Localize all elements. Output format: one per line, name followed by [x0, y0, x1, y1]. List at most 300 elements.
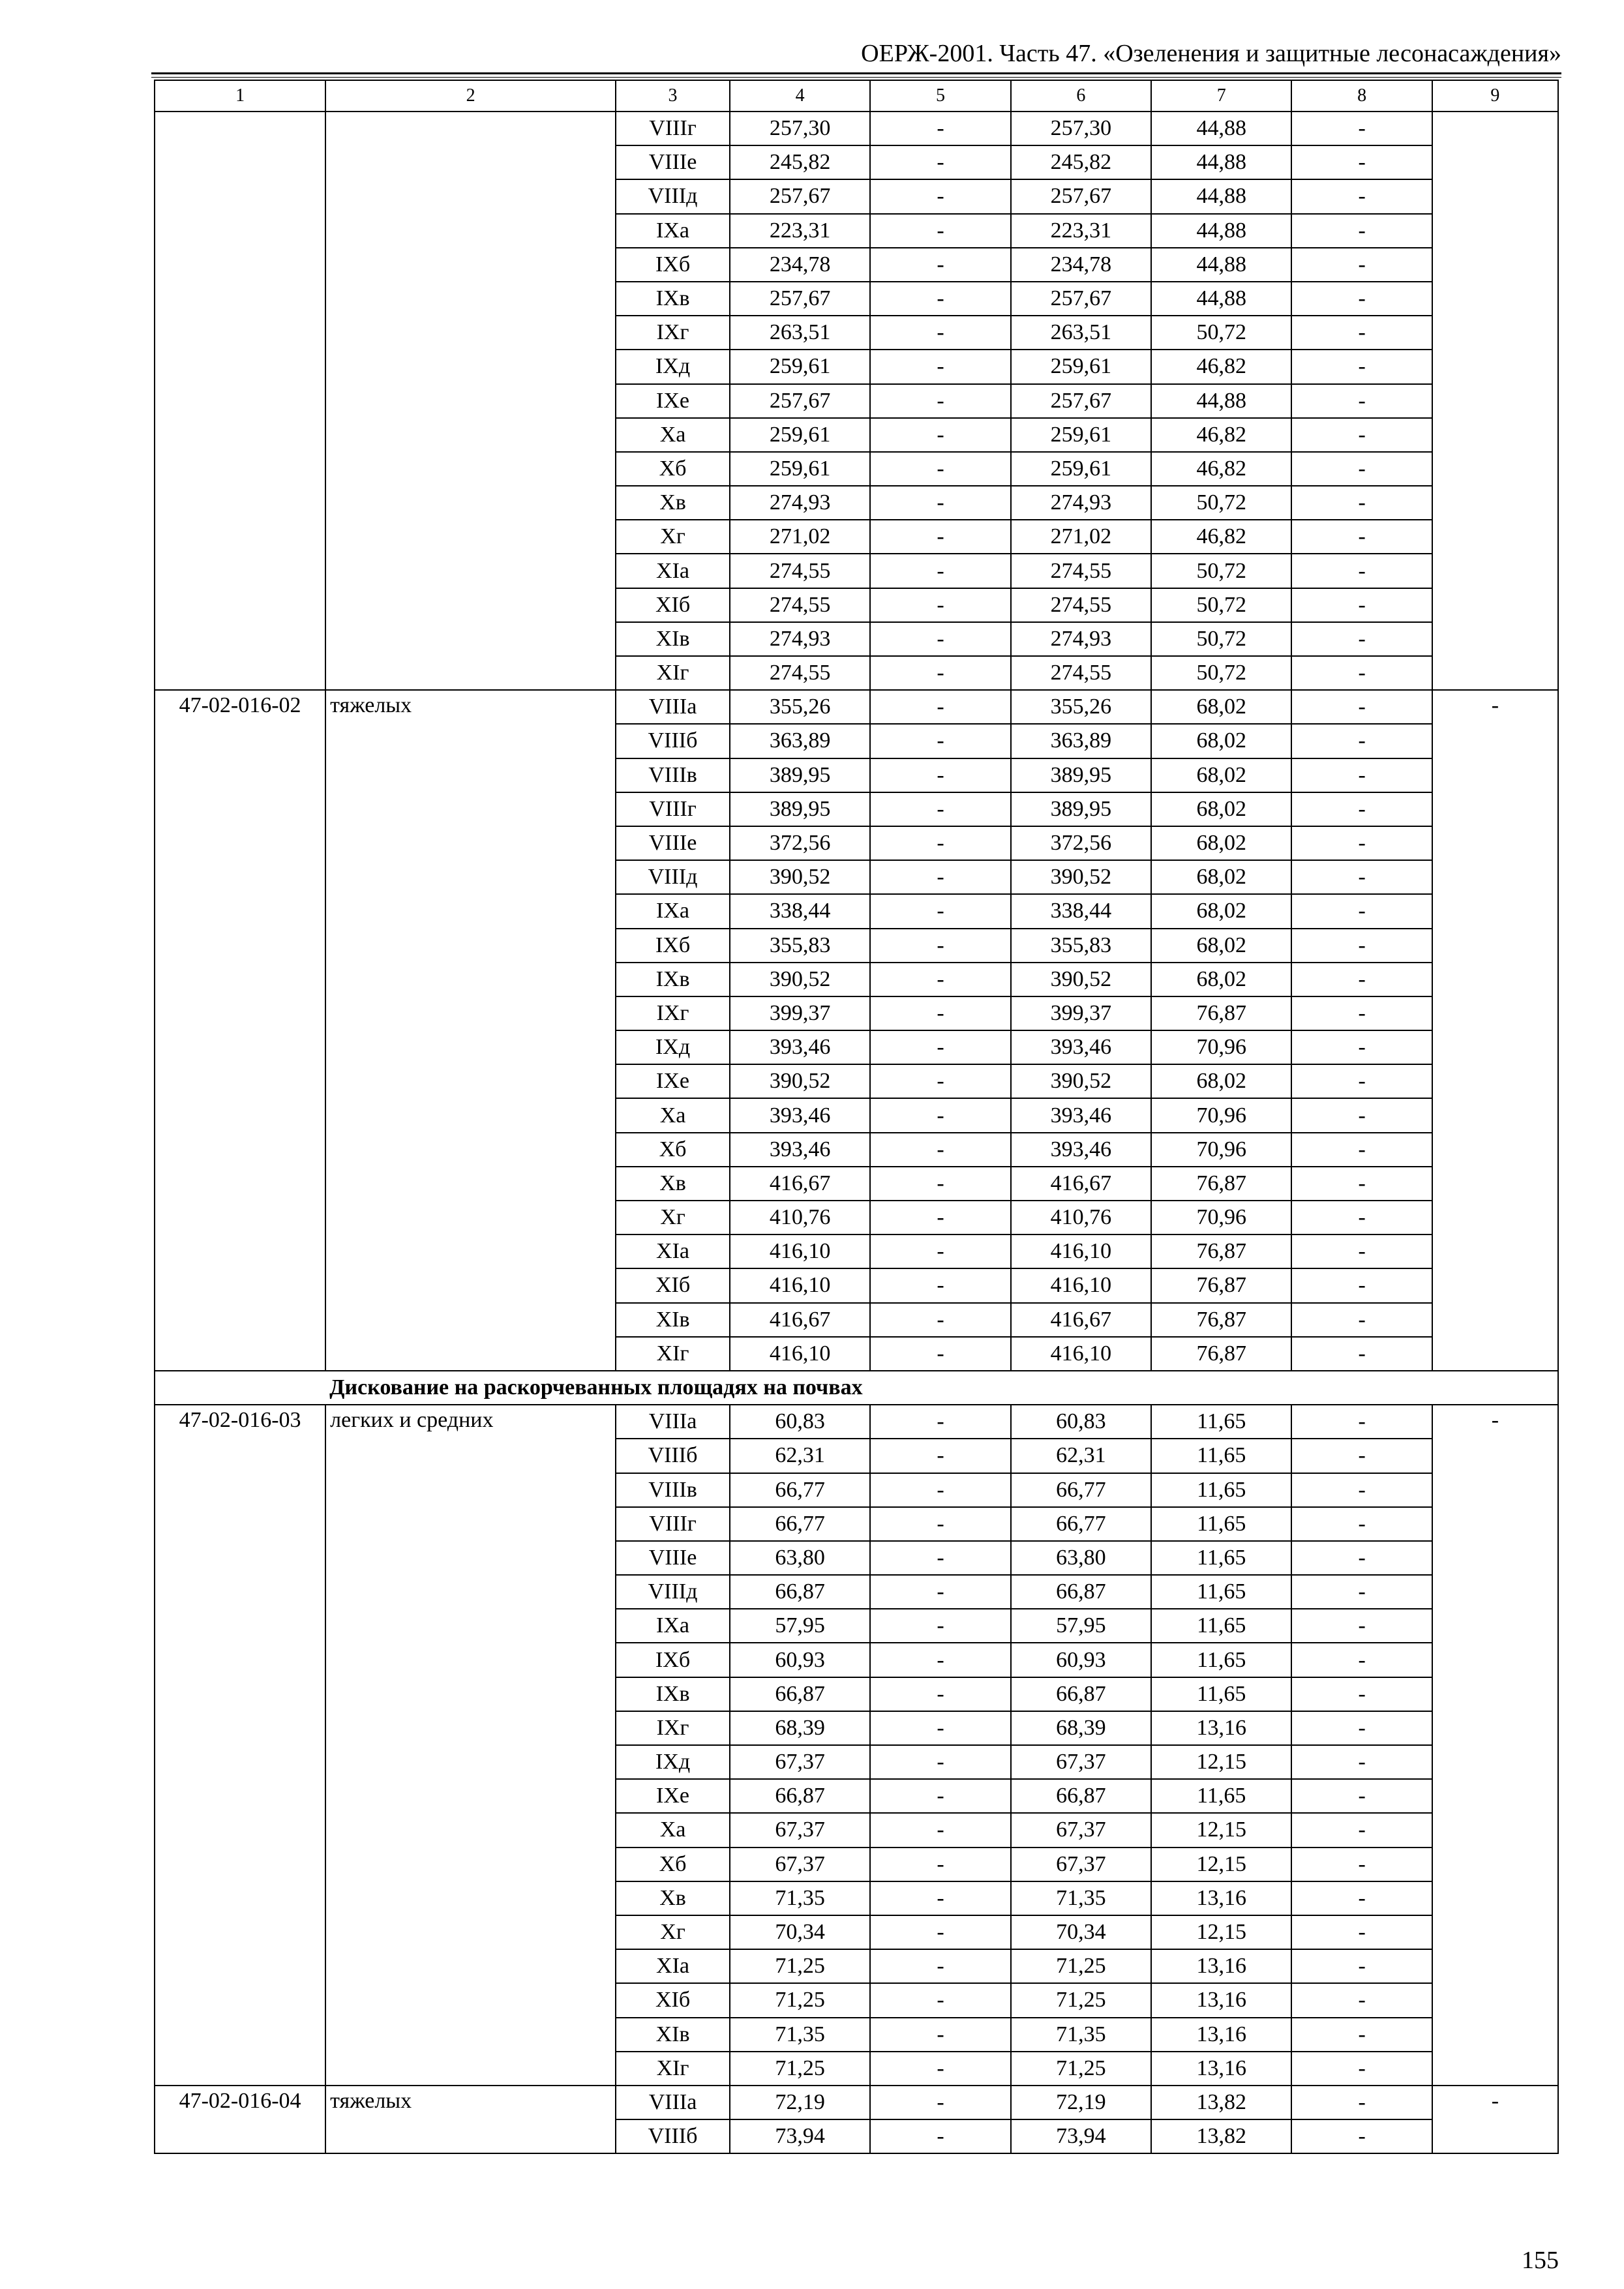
- machinist-wage-cell: 76,87: [1151, 1167, 1291, 1201]
- wage-cell: -: [870, 1337, 1010, 1371]
- machinist-wage-cell: 44,88: [1151, 145, 1291, 179]
- zone-cell: VIIIе: [616, 1541, 730, 1575]
- machinist-wage-cell: 12,15: [1151, 1813, 1291, 1847]
- materials-cell: -: [1291, 1268, 1432, 1302]
- wage-cell: -: [870, 1405, 1010, 1439]
- running-header: ОЕРЖ-2001. Часть 47. «Озеленения и защитные лесонасаждения»: [861, 40, 1561, 67]
- machinist-wage-cell: 12,15: [1151, 1915, 1291, 1949]
- total-cost-cell: 67,37: [730, 1813, 870, 1847]
- wage-cell: -: [870, 214, 1010, 248]
- machine-cost-cell: 67,37: [1011, 1745, 1151, 1779]
- materials-cell: -: [1291, 418, 1432, 452]
- machine-cost-cell: 363,89: [1011, 724, 1151, 758]
- zone-cell: IXв: [616, 1677, 730, 1711]
- total-cost-cell: 390,52: [730, 1064, 870, 1098]
- materials-cell: -: [1291, 860, 1432, 894]
- machinist-wage-cell: 44,88: [1151, 248, 1291, 282]
- materials-cell: -: [1291, 622, 1432, 656]
- machine-cost-cell: 416,10: [1011, 1337, 1151, 1371]
- column-number: 9: [1432, 80, 1558, 112]
- wage-cell: -: [870, 1915, 1010, 1949]
- machine-cost-cell: 66,87: [1011, 1779, 1151, 1813]
- zone-cell: XIб: [616, 1983, 730, 2017]
- machinist-wage-cell: 11,65: [1151, 1507, 1291, 1541]
- total-cost-cell: 71,25: [730, 1983, 870, 2017]
- machinist-wage-cell: 50,72: [1151, 316, 1291, 350]
- wage-cell: -: [870, 1949, 1010, 1983]
- wage-cell: -: [870, 1133, 1010, 1167]
- total-cost-cell: 416,67: [730, 1167, 870, 1201]
- total-cost-cell: 71,35: [730, 2018, 870, 2052]
- total-cost-cell: 257,67: [730, 179, 870, 213]
- total-cost-cell: 62,31: [730, 1439, 870, 1473]
- zone-cell: VIIIг: [616, 1507, 730, 1541]
- machine-cost-cell: 390,52: [1011, 860, 1151, 894]
- materials-cell: -: [1291, 384, 1432, 418]
- machinist-wage-cell: 46,82: [1151, 350, 1291, 383]
- machinist-wage-cell: 50,72: [1151, 588, 1291, 622]
- equipment-cell: -: [1432, 690, 1558, 1371]
- materials-cell: -: [1291, 996, 1432, 1030]
- wage-cell: -: [870, 1064, 1010, 1098]
- machine-cost-cell: 67,37: [1011, 1813, 1151, 1847]
- materials-cell: -: [1291, 963, 1432, 996]
- materials-cell: -: [1291, 1030, 1432, 1064]
- total-cost-cell: 416,10: [730, 1268, 870, 1302]
- machine-cost-cell: 57,95: [1011, 1609, 1151, 1643]
- total-cost-cell: 73,94: [730, 2119, 870, 2153]
- wage-cell: -: [870, 622, 1010, 656]
- total-cost-cell: 389,95: [730, 792, 870, 826]
- zone-cell: VIIIг: [616, 112, 730, 145]
- machinist-wage-cell: 13,16: [1151, 2018, 1291, 2052]
- rates-table: [154, 80, 1559, 2154]
- table-row: [155, 1405, 1558, 1439]
- materials-cell: -: [1291, 1439, 1432, 1473]
- materials-cell: -: [1291, 1813, 1432, 1847]
- machine-cost-cell: 263,51: [1011, 316, 1151, 350]
- table-body: [155, 80, 1558, 2153]
- total-cost-cell: 390,52: [730, 860, 870, 894]
- total-cost-cell: 66,87: [730, 1575, 870, 1609]
- materials-cell: -: [1291, 316, 1432, 350]
- wage-cell: -: [870, 1677, 1010, 1711]
- zone-cell: VIIIд: [616, 179, 730, 213]
- materials-cell: -: [1291, 929, 1432, 963]
- machine-cost-cell: 274,55: [1011, 554, 1151, 588]
- materials-cell: -: [1291, 1405, 1432, 1439]
- total-cost-cell: 393,46: [730, 1098, 870, 1132]
- table-row: [155, 112, 1558, 145]
- zone-cell: VIIIa: [616, 1405, 730, 1439]
- zone-cell: XIб: [616, 588, 730, 622]
- machinist-wage-cell: 13,16: [1151, 1881, 1291, 1915]
- materials-cell: -: [1291, 1915, 1432, 1949]
- materials-cell: -: [1291, 452, 1432, 486]
- machine-cost-cell: 70,34: [1011, 1915, 1151, 1949]
- wage-cell: -: [870, 1575, 1010, 1609]
- zone-cell: Xв: [616, 486, 730, 520]
- materials-cell: -: [1291, 1711, 1432, 1745]
- machinist-wage-cell: 76,87: [1151, 1234, 1291, 1268]
- wage-cell: -: [870, 1473, 1010, 1507]
- machinist-wage-cell: 68,02: [1151, 963, 1291, 996]
- machine-cost-cell: 416,67: [1011, 1303, 1151, 1337]
- header-rule: [151, 72, 1561, 74]
- wage-cell: -: [870, 452, 1010, 486]
- materials-cell: -: [1291, 2086, 1432, 2119]
- total-cost-cell: 259,61: [730, 418, 870, 452]
- rate-code-cell: [155, 112, 325, 690]
- wage-cell: -: [870, 588, 1010, 622]
- machinist-wage-cell: 70,96: [1151, 1133, 1291, 1167]
- wage-cell: -: [870, 2086, 1010, 2119]
- machine-cost-cell: 416,67: [1011, 1167, 1151, 1201]
- description-cell: легких и средних: [325, 1405, 616, 2086]
- wage-cell: -: [870, 1881, 1010, 1915]
- materials-cell: -: [1291, 1473, 1432, 1507]
- materials-cell: -: [1291, 1745, 1432, 1779]
- equipment-cell: -: [1432, 2086, 1558, 2153]
- column-number: 5: [870, 80, 1010, 112]
- wage-cell: -: [870, 1541, 1010, 1575]
- zone-cell: VIIIг: [616, 792, 730, 826]
- description-cell: тяжелых: [325, 2086, 616, 2153]
- machinist-wage-cell: 46,82: [1151, 418, 1291, 452]
- wage-cell: -: [870, 1268, 1010, 1302]
- machinist-wage-cell: 76,87: [1151, 1337, 1291, 1371]
- wage-cell: -: [870, 179, 1010, 213]
- total-cost-cell: 338,44: [730, 894, 870, 928]
- equipment-cell: -: [1432, 1405, 1558, 2086]
- zone-cell: IXд: [616, 350, 730, 383]
- total-cost-cell: 363,89: [730, 724, 870, 758]
- materials-cell: -: [1291, 1098, 1432, 1132]
- zone-cell: IXд: [616, 1030, 730, 1064]
- materials-cell: -: [1291, 1677, 1432, 1711]
- machine-cost-cell: 66,77: [1011, 1507, 1151, 1541]
- wage-cell: -: [870, 2052, 1010, 2086]
- machinist-wage-cell: 13,16: [1151, 1983, 1291, 2017]
- rate-code-cell: 47-02-016-03: [155, 1405, 325, 2086]
- equipment-cell: [1432, 112, 1558, 690]
- total-cost-cell: 245,82: [730, 145, 870, 179]
- machine-cost-cell: 271,02: [1011, 520, 1151, 554]
- materials-cell: -: [1291, 1848, 1432, 1881]
- total-cost-cell: 257,30: [730, 112, 870, 145]
- zone-cell: Xв: [616, 1167, 730, 1201]
- machine-cost-cell: 66,87: [1011, 1677, 1151, 1711]
- wage-cell: -: [870, 826, 1010, 860]
- machine-cost-cell: 390,52: [1011, 963, 1151, 996]
- machine-cost-cell: 60,93: [1011, 1643, 1151, 1677]
- materials-cell: -: [1291, 1541, 1432, 1575]
- description-cell: [325, 112, 616, 690]
- materials-cell: -: [1291, 758, 1432, 792]
- wage-cell: -: [870, 1711, 1010, 1745]
- zone-cell: IXa: [616, 1609, 730, 1643]
- zone-cell: Xб: [616, 452, 730, 486]
- zone-cell: VIIIе: [616, 826, 730, 860]
- machine-cost-cell: 66,87: [1011, 1575, 1151, 1609]
- machine-cost-cell: 338,44: [1011, 894, 1151, 928]
- machinist-wage-cell: 70,96: [1151, 1201, 1291, 1234]
- zone-cell: Xг: [616, 1201, 730, 1234]
- zone-cell: Xг: [616, 520, 730, 554]
- materials-cell: -: [1291, 894, 1432, 928]
- machinist-wage-cell: 76,87: [1151, 1268, 1291, 1302]
- materials-cell: -: [1291, 1507, 1432, 1541]
- machine-cost-cell: 399,37: [1011, 996, 1151, 1030]
- machine-cost-cell: 68,39: [1011, 1711, 1151, 1745]
- total-cost-cell: 372,56: [730, 826, 870, 860]
- zone-cell: Xa: [616, 418, 730, 452]
- total-cost-cell: 68,39: [730, 1711, 870, 1745]
- zone-cell: VIIIa: [616, 2086, 730, 2119]
- zone-cell: XIв: [616, 622, 730, 656]
- machine-cost-cell: 372,56: [1011, 826, 1151, 860]
- total-cost-cell: 234,78: [730, 248, 870, 282]
- zone-cell: IXг: [616, 1711, 730, 1745]
- machinist-wage-cell: 46,82: [1151, 520, 1291, 554]
- zone-cell: XIг: [616, 1337, 730, 1371]
- machinist-wage-cell: 70,96: [1151, 1098, 1291, 1132]
- zone-cell: IXe: [616, 384, 730, 418]
- zone-cell: XIб: [616, 1268, 730, 1302]
- materials-cell: -: [1291, 1167, 1432, 1201]
- machinist-wage-cell: 11,65: [1151, 1541, 1291, 1575]
- total-cost-cell: 66,77: [730, 1507, 870, 1541]
- machine-cost-cell: 60,83: [1011, 1405, 1151, 1439]
- machine-cost-cell: 393,46: [1011, 1098, 1151, 1132]
- wage-cell: -: [870, 486, 1010, 520]
- materials-cell: -: [1291, 1779, 1432, 1813]
- wage-cell: -: [870, 1439, 1010, 1473]
- machinist-wage-cell: 68,02: [1151, 929, 1291, 963]
- materials-cell: -: [1291, 826, 1432, 860]
- materials-cell: -: [1291, 1609, 1432, 1643]
- total-cost-cell: 63,80: [730, 1541, 870, 1575]
- total-cost-cell: 416,67: [730, 1303, 870, 1337]
- zone-cell: IXд: [616, 1745, 730, 1779]
- total-cost-cell: 410,76: [730, 1201, 870, 1234]
- wage-cell: -: [870, 929, 1010, 963]
- materials-cell: -: [1291, 1234, 1432, 1268]
- wage-cell: -: [870, 112, 1010, 145]
- column-number: 4: [730, 80, 870, 112]
- zone-cell: VIIIв: [616, 758, 730, 792]
- machine-cost-cell: 416,10: [1011, 1268, 1151, 1302]
- machine-cost-cell: 234,78: [1011, 248, 1151, 282]
- total-cost-cell: 67,37: [730, 1848, 870, 1881]
- wage-cell: -: [870, 996, 1010, 1030]
- wage-cell: -: [870, 1201, 1010, 1234]
- rate-code-cell: 47-02-016-04: [155, 2086, 325, 2153]
- machinist-wage-cell: 13,16: [1151, 1711, 1291, 1745]
- materials-cell: -: [1291, 112, 1432, 145]
- table-row: [155, 2086, 1558, 2119]
- materials-cell: -: [1291, 588, 1432, 622]
- wage-cell: -: [870, 1234, 1010, 1268]
- machinist-wage-cell: 50,72: [1151, 486, 1291, 520]
- wage-cell: -: [870, 860, 1010, 894]
- machine-cost-cell: 72,19: [1011, 2086, 1151, 2119]
- materials-cell: -: [1291, 214, 1432, 248]
- wage-cell: -: [870, 1813, 1010, 1847]
- rate-code-cell: 47-02-016-02: [155, 690, 325, 1371]
- zone-cell: IXб: [616, 1643, 730, 1677]
- machine-cost-cell: 73,94: [1011, 2119, 1151, 2153]
- total-cost-cell: 271,02: [730, 520, 870, 554]
- wage-cell: -: [870, 1779, 1010, 1813]
- total-cost-cell: 71,35: [730, 1881, 870, 1915]
- total-cost-cell: 70,34: [730, 1915, 870, 1949]
- zone-cell: VIIIв: [616, 1473, 730, 1507]
- machinist-wage-cell: 68,02: [1151, 758, 1291, 792]
- wage-cell: -: [870, 384, 1010, 418]
- total-cost-cell: 390,52: [730, 963, 870, 996]
- materials-cell: -: [1291, 656, 1432, 690]
- total-cost-cell: 223,31: [730, 214, 870, 248]
- zone-cell: VIIIд: [616, 860, 730, 894]
- machinist-wage-cell: 68,02: [1151, 690, 1291, 724]
- materials-cell: -: [1291, 792, 1432, 826]
- total-cost-cell: 257,67: [730, 282, 870, 316]
- machinist-wage-cell: 50,72: [1151, 554, 1291, 588]
- wage-cell: -: [870, 1745, 1010, 1779]
- section-title: Дискование на раскорчеванных площадях на почвах: [325, 1371, 1558, 1405]
- zone-cell: XIa: [616, 554, 730, 588]
- zone-cell: XIa: [616, 1949, 730, 1983]
- machinist-wage-cell: 68,02: [1151, 894, 1291, 928]
- zone-cell: IXe: [616, 1064, 730, 1098]
- machine-cost-cell: 274,93: [1011, 486, 1151, 520]
- machine-cost-cell: 71,25: [1011, 2052, 1151, 2086]
- zone-cell: XIв: [616, 2018, 730, 2052]
- materials-cell: -: [1291, 690, 1432, 724]
- total-cost-cell: 393,46: [730, 1030, 870, 1064]
- total-cost-cell: 393,46: [730, 1133, 870, 1167]
- machine-cost-cell: 393,46: [1011, 1030, 1151, 1064]
- zone-cell: IXa: [616, 214, 730, 248]
- section-spacer: [155, 1371, 325, 1405]
- machinist-wage-cell: 68,02: [1151, 724, 1291, 758]
- zone-cell: IXг: [616, 316, 730, 350]
- zone-cell: Xб: [616, 1848, 730, 1881]
- machine-cost-cell: 63,80: [1011, 1541, 1151, 1575]
- materials-cell: -: [1291, 724, 1432, 758]
- wage-cell: -: [870, 1303, 1010, 1337]
- wage-cell: -: [870, 145, 1010, 179]
- column-number: 8: [1291, 80, 1432, 112]
- machine-cost-cell: 71,35: [1011, 2018, 1151, 2052]
- wage-cell: -: [870, 894, 1010, 928]
- machine-cost-cell: 390,52: [1011, 1064, 1151, 1098]
- column-number: 2: [325, 80, 616, 112]
- machinist-wage-cell: 13,16: [1151, 1949, 1291, 1983]
- total-cost-cell: 355,83: [730, 929, 870, 963]
- machinist-wage-cell: 50,72: [1151, 656, 1291, 690]
- machinist-wage-cell: 13,82: [1151, 2086, 1291, 2119]
- column-number: 3: [616, 80, 730, 112]
- total-cost-cell: 259,61: [730, 350, 870, 383]
- materials-cell: -: [1291, 2052, 1432, 2086]
- wage-cell: -: [870, 2018, 1010, 2052]
- total-cost-cell: 263,51: [730, 316, 870, 350]
- wage-cell: -: [870, 248, 1010, 282]
- table-row: [155, 690, 1558, 724]
- machinist-wage-cell: 11,65: [1151, 1405, 1291, 1439]
- zone-cell: IXг: [616, 996, 730, 1030]
- page-number: 155: [1522, 2247, 1559, 2274]
- materials-cell: -: [1291, 1575, 1432, 1609]
- total-cost-cell: 72,19: [730, 2086, 870, 2119]
- materials-cell: -: [1291, 350, 1432, 383]
- column-number: 7: [1151, 80, 1291, 112]
- zone-cell: VIIIд: [616, 1575, 730, 1609]
- zone-cell: Xв: [616, 1881, 730, 1915]
- zone-cell: VIIIб: [616, 1439, 730, 1473]
- wage-cell: -: [870, 1643, 1010, 1677]
- machinist-wage-cell: 12,15: [1151, 1745, 1291, 1779]
- zone-cell: IXб: [616, 929, 730, 963]
- materials-cell: -: [1291, 486, 1432, 520]
- zone-cell: IXa: [616, 894, 730, 928]
- wage-cell: -: [870, 1983, 1010, 2017]
- zone-cell: IXв: [616, 282, 730, 316]
- machine-cost-cell: 393,46: [1011, 1133, 1151, 1167]
- zone-cell: VIIIa: [616, 690, 730, 724]
- wage-cell: -: [870, 418, 1010, 452]
- machinist-wage-cell: 44,88: [1151, 179, 1291, 213]
- machine-cost-cell: 62,31: [1011, 1439, 1151, 1473]
- total-cost-cell: 60,93: [730, 1643, 870, 1677]
- wage-cell: -: [870, 792, 1010, 826]
- materials-cell: -: [1291, 179, 1432, 213]
- materials-cell: -: [1291, 1201, 1432, 1234]
- materials-cell: -: [1291, 282, 1432, 316]
- materials-cell: -: [1291, 145, 1432, 179]
- total-cost-cell: 274,55: [730, 554, 870, 588]
- zone-cell: Xa: [616, 1098, 730, 1132]
- machinist-wage-cell: 11,65: [1151, 1473, 1291, 1507]
- machine-cost-cell: 389,95: [1011, 792, 1151, 826]
- machine-cost-cell: 355,26: [1011, 690, 1151, 724]
- zone-cell: VIIIб: [616, 2119, 730, 2153]
- zone-cell: Xa: [616, 1813, 730, 1847]
- machinist-wage-cell: 11,65: [1151, 1609, 1291, 1643]
- materials-cell: -: [1291, 1881, 1432, 1915]
- zone-cell: Xб: [616, 1133, 730, 1167]
- wage-cell: -: [870, 656, 1010, 690]
- materials-cell: -: [1291, 2018, 1432, 2052]
- zone-cell: IXв: [616, 963, 730, 996]
- total-cost-cell: 355,26: [730, 690, 870, 724]
- wage-cell: -: [870, 1098, 1010, 1132]
- machinist-wage-cell: 11,65: [1151, 1677, 1291, 1711]
- machinist-wage-cell: 44,88: [1151, 384, 1291, 418]
- wage-cell: -: [870, 724, 1010, 758]
- wage-cell: -: [870, 1167, 1010, 1201]
- zone-cell: XIa: [616, 1234, 730, 1268]
- zone-cell: VIIIе: [616, 145, 730, 179]
- machinist-wage-cell: 68,02: [1151, 792, 1291, 826]
- machine-cost-cell: 274,55: [1011, 656, 1151, 690]
- total-cost-cell: 416,10: [730, 1337, 870, 1371]
- zone-cell: XIг: [616, 656, 730, 690]
- machinist-wage-cell: 44,88: [1151, 282, 1291, 316]
- machine-cost-cell: 259,61: [1011, 418, 1151, 452]
